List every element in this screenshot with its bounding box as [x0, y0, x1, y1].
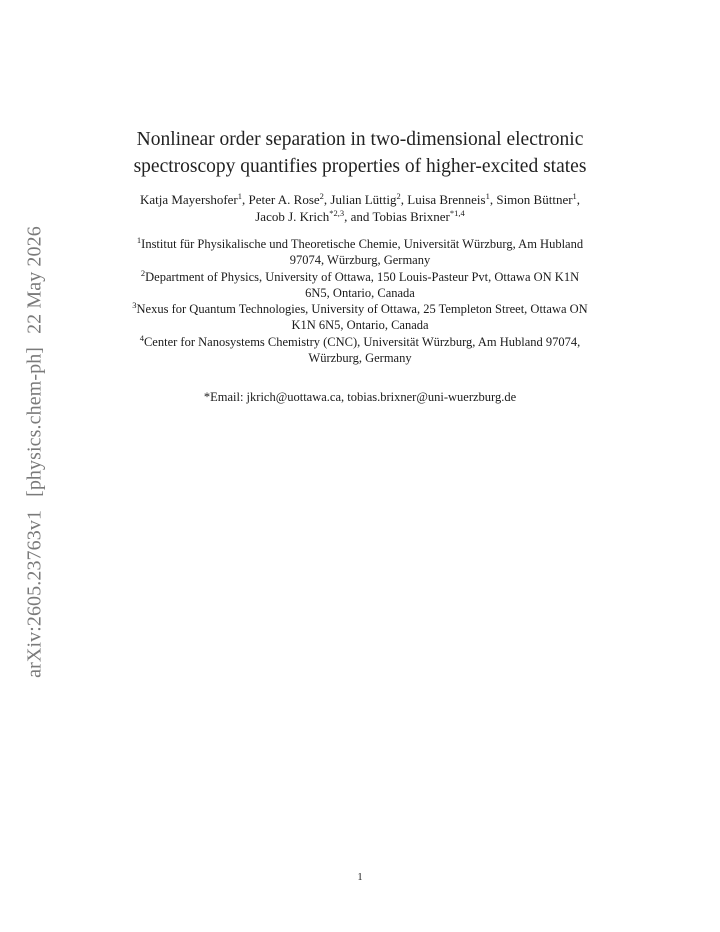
author-name: Julian Lüttig — [330, 192, 397, 207]
author-affil-mark: 1 — [237, 191, 243, 201]
paper-title — [0, 126, 720, 180]
affiliation-3-line-1 — [60, 301, 660, 317]
affiliation-text: Department of Physics, University of Ottawa, 150 Louis-Pasteur Pvt, Ottawa ON K1N — [145, 269, 580, 284]
author-name: Simon Büttner — [496, 192, 573, 207]
title-line-1: Nonlinear order separation in two-dimensional electronic — [136, 129, 584, 150]
author-name: Katja Mayershofer — [139, 192, 238, 207]
affiliation-number: 1 — [136, 235, 142, 245]
author-list — [60, 191, 660, 225]
affiliation-number: 4 — [139, 332, 144, 343]
affiliation-3-line-2: K1N 6N5, Ontario, Canada — [291, 318, 429, 333]
affiliation-number: 2 — [140, 267, 146, 278]
author-separator: , — [323, 192, 331, 207]
author-separator: , — [400, 192, 408, 207]
author-affil-mark: *2,3 — [329, 208, 345, 218]
affiliation-2-line-2: 6N5, Ontario, Canada — [305, 285, 415, 300]
arxiv-category: [physics.chem-ph] — [23, 346, 46, 497]
affiliation-text: Center for Nanosystems Chemistry (CNC), Universität Würzburg, Am Hubland 97074, — [143, 334, 581, 349]
arxiv-id: arXiv:2605.23763v1 — [23, 509, 46, 678]
arxiv-date: 22 May 2026 — [23, 226, 46, 334]
affiliation-2-line-1 — [60, 269, 660, 285]
author-name: Jacob J. Krich — [255, 209, 330, 224]
author-name: Peter A. Rose — [248, 192, 320, 207]
affiliation-list — [60, 236, 660, 366]
author-affil-mark: 1 — [572, 191, 577, 201]
author-line-2 — [60, 208, 660, 225]
author-separator: , — [576, 192, 581, 207]
affiliation-text: Nexus for Quantum Technologies, University of Ottawa, 25 Templeton Street, Ottawa ON — [136, 302, 588, 317]
affiliation-number: 3 — [132, 300, 137, 311]
author-separator: , — [489, 192, 497, 207]
affiliation-4-line-1 — [60, 334, 660, 350]
affiliation-1-line-1 — [60, 236, 660, 252]
author-affil-mark: 1 — [485, 191, 490, 201]
title-line-2: spectroscopy quantifies properties of higher-excited states — [133, 156, 587, 177]
affiliation-4-line-2: Würzburg, Germany — [308, 351, 412, 366]
author-affil-mark: 2 — [396, 191, 401, 201]
author-name: Luisa Brenneis — [407, 192, 486, 207]
page-number: 1 — [357, 872, 363, 883]
author-separator: , — [242, 192, 249, 207]
author-affil-mark: *1,4 — [449, 208, 465, 218]
author-name: Tobias Brixner — [372, 209, 450, 224]
arxiv-sidebar-stamp — [24, 226, 47, 678]
affiliation-1-line-2: 97074, Würzburg, Germany — [289, 253, 431, 268]
author-and: , and — [344, 209, 373, 224]
author-affil-mark: 2 — [319, 191, 324, 201]
affiliation-text: Institut für Physikalische und Theoretische Chemie, Universität Würzburg, Am Hubland — [141, 237, 584, 251]
corresponding-email: *Email: jkrich@uottawa.ca, tobias.brixner@uni-wuerzburg.de — [203, 390, 517, 404]
author-line-1 — [60, 191, 660, 208]
